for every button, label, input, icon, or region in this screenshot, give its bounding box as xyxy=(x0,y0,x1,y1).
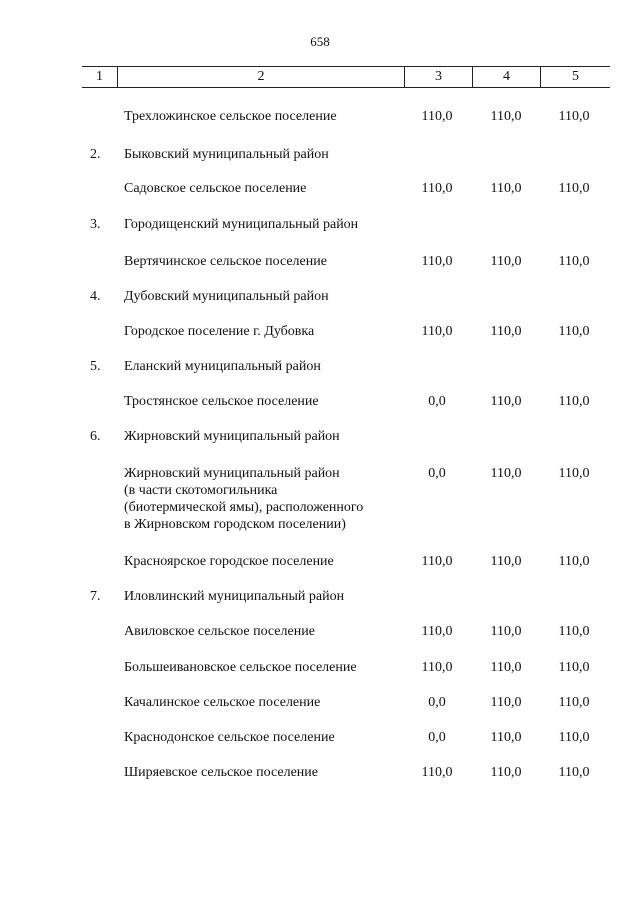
row-name: Жирновский муниципальный район xyxy=(124,429,340,444)
row-name: Большеивановское сельское поселение xyxy=(124,660,357,675)
row-value-col3: 110,0 xyxy=(421,554,453,569)
row-name-line: (в части скотомогильника xyxy=(124,483,278,498)
row-name-line: в Жирновском городском поселении) xyxy=(124,517,346,532)
row-name: Городищенский муниципальный район xyxy=(124,217,359,232)
row-name-multiline xyxy=(124,465,404,533)
header-col-1: 1 xyxy=(96,69,103,84)
row-value-col4: 110,0 xyxy=(490,181,522,196)
row-value-col3: 110,0 xyxy=(421,109,453,124)
row-name: Быковский муниципальный район xyxy=(124,147,329,162)
row-value-col3: 110,0 xyxy=(421,324,453,339)
row-name-line: Жирновский муниципальный район xyxy=(124,466,340,481)
row-name: Качалинское сельское поселение xyxy=(124,695,321,710)
row-value-col4: 110,0 xyxy=(490,730,522,745)
row-value-col4: 110,0 xyxy=(490,554,522,569)
row-value-col4: 110,0 xyxy=(490,660,522,675)
row-value-col5: 110,0 xyxy=(558,181,590,196)
header-col-3: 3 xyxy=(404,67,472,87)
header-col-5: 5 xyxy=(540,67,610,87)
row-value-col4: 110,0 xyxy=(490,466,522,481)
table-header xyxy=(82,66,610,88)
row-name: Ширяевское сельское поселение xyxy=(124,765,318,780)
row-number: 2. xyxy=(90,147,101,162)
row-value-col3: 110,0 xyxy=(421,624,453,639)
row-value-col4: 110,0 xyxy=(490,765,522,780)
row-name: Трехложинское сельское поселение xyxy=(124,109,337,124)
row-number: 7. xyxy=(90,589,101,604)
row-value-col5: 110,0 xyxy=(558,466,590,481)
header-col-4: 4 xyxy=(472,67,540,87)
row-value-col3: 110,0 xyxy=(421,254,453,269)
row-number: 5. xyxy=(90,359,101,374)
row-value-col3: 110,0 xyxy=(421,181,453,196)
header-col-2: 2 xyxy=(117,67,404,87)
row-value-col4: 110,0 xyxy=(490,109,522,124)
row-value-col5: 110,0 xyxy=(558,394,590,409)
row-value-col5: 110,0 xyxy=(558,624,590,639)
row-name: Красноярское городское поселение xyxy=(124,554,334,569)
row-value-col5: 110,0 xyxy=(558,254,590,269)
row-value-col4: 110,0 xyxy=(490,394,522,409)
row-value-col3: 0,0 xyxy=(428,695,446,710)
row-value-col3: 0,0 xyxy=(428,730,446,745)
row-name: Еланский муниципальный район xyxy=(124,359,321,374)
row-name: Иловлинский муниципальный район xyxy=(124,589,345,604)
row-value-col3: 110,0 xyxy=(421,765,453,780)
row-value-col3: 110,0 xyxy=(421,660,453,675)
row-name: Дубовский муниципальный район xyxy=(124,289,329,304)
row-value-col5: 110,0 xyxy=(558,765,590,780)
row-value-col5: 110,0 xyxy=(558,695,590,710)
row-value-col4: 110,0 xyxy=(490,324,522,339)
row-value-col4: 110,0 xyxy=(490,624,522,639)
row-value-col4: 110,0 xyxy=(490,254,522,269)
row-value-col5: 110,0 xyxy=(558,554,590,569)
row-name-line: (биотермической ямы), расположенного xyxy=(124,500,364,515)
row-value-col3: 0,0 xyxy=(428,394,446,409)
row-name: Садовское сельское поселение xyxy=(124,181,307,196)
row-value-col4: 110,0 xyxy=(490,695,522,710)
row-number: 4. xyxy=(90,289,101,304)
page-number: 658 xyxy=(310,34,330,49)
row-value-col5: 110,0 xyxy=(558,730,590,745)
row-value-col5: 110,0 xyxy=(558,324,590,339)
row-number: 3. xyxy=(90,217,101,232)
row-name: Вертячинское сельское поселение xyxy=(124,254,327,269)
row-name: Городское поселение г. Дубовка xyxy=(124,324,315,339)
row-value-col3: 0,0 xyxy=(428,466,446,481)
row-name: Краснодонское сельское поселение xyxy=(124,730,335,745)
row-value-col5: 110,0 xyxy=(558,109,590,124)
row-name: Авиловское сельское поселение xyxy=(124,624,315,639)
row-value-col5: 110,0 xyxy=(558,660,590,675)
row-number: 6. xyxy=(90,429,101,444)
row-name: Тростянское сельское поселение xyxy=(124,394,319,409)
